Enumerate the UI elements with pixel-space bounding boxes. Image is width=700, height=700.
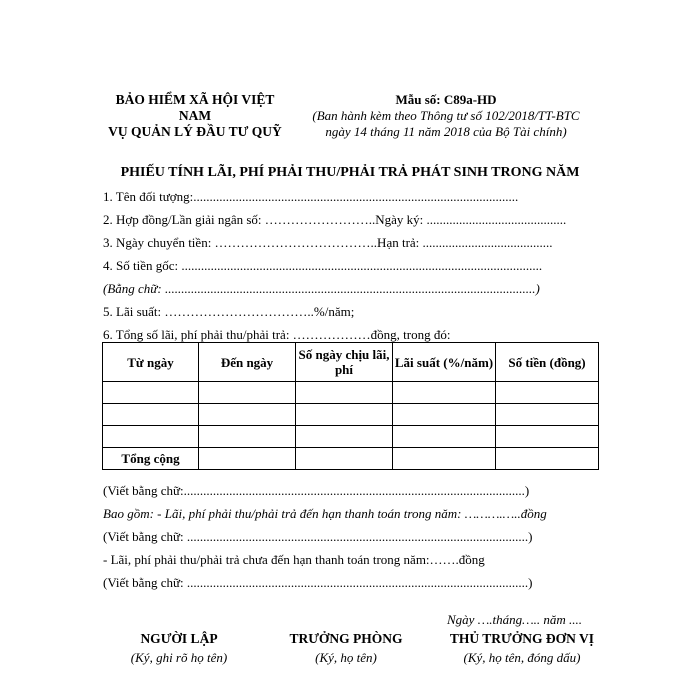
table-cell <box>103 382 199 404</box>
table-cell <box>199 448 296 470</box>
total-in-words: (Viết bằng chữ:.........................................................................................................) <box>103 483 530 498</box>
table-cell <box>199 426 296 448</box>
table-cell <box>103 404 199 426</box>
issued-by-line1: (Ban hành kèm theo Thông tư số 102/2018/TT-BTC <box>312 108 580 123</box>
col-amount: Số tiền (đồng) <box>496 343 599 382</box>
signature-title: THỦ TRƯỞNG ĐƠN VỊ <box>449 631 595 646</box>
table-cell <box>393 448 496 470</box>
field-principal-amount: 4. Số tiền gốc: ............................................................................................................... <box>103 258 543 273</box>
form-code-block <box>296 92 596 140</box>
org-name-line2: NAM <box>178 108 212 123</box>
field-contract-number: 2. Hợp đồng/Lần giải ngân số: ……………………..Ngày ký: ........................................... <box>103 212 567 227</box>
field-transfer-date: 3. Ngày chuyển tiền: ………………………………..Hạn trả: ........................................ <box>103 235 553 250</box>
form-code: Mẫu số: C89a-HD <box>395 92 497 107</box>
table-cell <box>393 404 496 426</box>
col-rate: Lãi suất (%/năm) <box>393 343 496 382</box>
table-cell <box>296 404 393 426</box>
field-interest-rate: 5. Lãi suất: ……………………………..%/năm; <box>103 304 355 319</box>
table-cell <box>296 382 393 404</box>
signature-title: TRƯỞNG PHÒNG <box>289 631 403 646</box>
field-total-interest: 6. Tổng số lãi, phí phải thu/phải trả: ………………đồng, trong đó: <box>103 327 451 342</box>
table-cell <box>393 382 496 404</box>
org-name-line1: BẢO HIỂM XÃ HỘI VIỆT <box>115 92 275 107</box>
not-due-interest-in-words: (Viết bằng chữ: .........................................................................................................) <box>103 575 533 590</box>
table-cell <box>296 426 393 448</box>
signature-preparer <box>99 631 259 666</box>
total-label: Tổng cộng <box>103 448 199 470</box>
not-due-interest-line: - Lãi, phí phải thu/phải trả chưa đến hạn thanh toán trong năm:…….đồng <box>103 552 485 567</box>
table-cell <box>393 426 496 448</box>
date-line: Ngày ….tháng….. năm .... <box>447 612 583 627</box>
signature-title: NGƯỜI LẬP <box>140 631 218 646</box>
table-cell <box>496 404 599 426</box>
col-days: Số ngày chịu lãi, phí <box>296 343 393 382</box>
due-interest-in-words: (Viết bằng chữ: .........................................................................................................) <box>103 529 533 544</box>
table-cell <box>496 382 599 404</box>
table-cell <box>496 426 599 448</box>
table-total-row <box>103 448 599 470</box>
signature-department-head <box>266 631 426 666</box>
field-subject-name: 1. Tên đối tượng:.................................................................................................... <box>103 189 519 204</box>
interest-table <box>102 342 599 470</box>
signature-unit-head <box>437 631 607 666</box>
due-interest-line: Bao gồm: - Lãi, phí phải thu/phải trả đến hạn thanh toán trong năm: ……….…..đồng <box>103 506 547 521</box>
signature-note: (Ký, họ tên) <box>315 650 377 665</box>
signature-note: (Ký, ghi rõ họ tên) <box>130 650 228 665</box>
organization-block <box>100 92 290 140</box>
table-header-row <box>103 343 599 382</box>
col-to-date: Đến ngày <box>199 343 296 382</box>
col-from-date: Từ ngày <box>103 343 199 382</box>
document-title: PHIẾU TÍNH LÃI, PHÍ PHẢI THU/PHẢI TRẢ PHÁT SINH TRONG NĂM <box>120 165 580 180</box>
table-cell <box>199 382 296 404</box>
table-row <box>103 382 599 404</box>
field-principal-in-words: (Bằng chữ: ..................................................................................................................) <box>103 281 540 296</box>
signature-note: (Ký, họ tên, đóng dấu) <box>463 650 581 665</box>
department-name: VỤ QUẢN LÝ ĐẦU TƯ QUỸ <box>108 124 282 139</box>
table-row <box>103 426 599 448</box>
table-row <box>103 404 599 426</box>
table-cell <box>496 448 599 470</box>
table-cell <box>199 404 296 426</box>
table-cell <box>296 448 393 470</box>
table-cell <box>103 426 199 448</box>
issued-by-line2: ngày 14 tháng 11 năm 2018 của Bộ Tài chính) <box>325 124 567 139</box>
